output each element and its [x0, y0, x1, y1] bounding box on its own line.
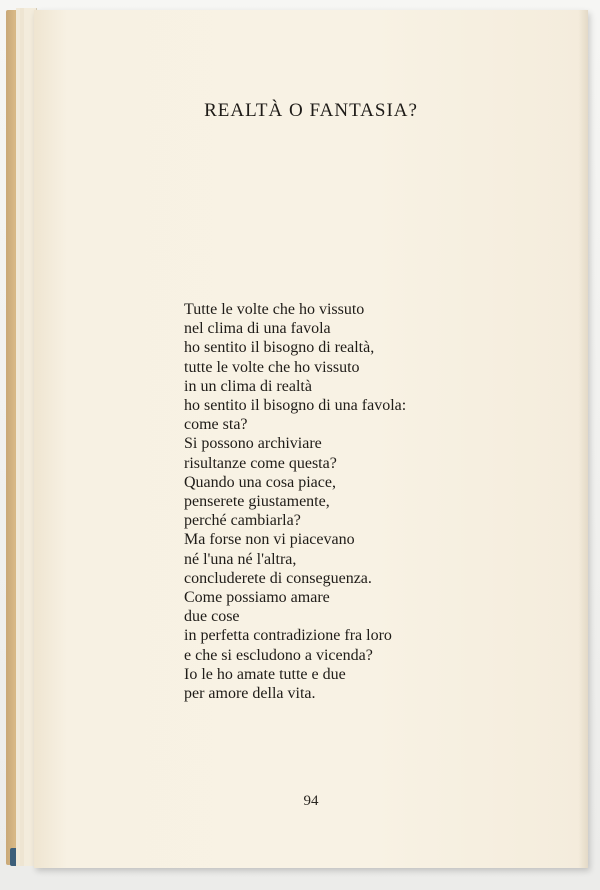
poem-line: Come possiamo amare [184, 589, 330, 607]
poem-line: ho sentito il bisogno di realtà, [184, 339, 375, 357]
poem-line: Ma forse non vi piacevano [184, 531, 355, 549]
poem-line: tutte le volte che ho vissuto [184, 358, 360, 376]
poem-body [184, 300, 564, 703]
poem-title: REALTÀ O FANTASIA? [204, 100, 418, 121]
poem-line: penserete giustamente, [184, 493, 330, 511]
book-page [34, 10, 588, 868]
poem-line: risultanze come questa? [184, 454, 337, 472]
poem-line: perché cambiarla? [184, 512, 301, 530]
poem-line: concluderete di conseguenza. [184, 569, 372, 587]
poem-line: in un clima di realtà [184, 377, 312, 395]
poem-line: come sta? [184, 416, 248, 434]
poem-line: in perfetta contradizione fra loro [184, 627, 392, 645]
poem-line: Si possono archiviare [184, 435, 322, 453]
poem-line: ho sentito il bisogno di una favola: [184, 397, 407, 415]
poem-line: Io le ho amate tutte e due [184, 665, 346, 683]
poem-line: e che si escludono a vicenda? [184, 646, 373, 664]
poem-line: per amore della vita. [184, 685, 316, 703]
poem-line: due cose [184, 608, 240, 626]
poem-line: Tutte le volte che ho vissuto [184, 301, 365, 318]
poem-line: Quando una cosa piace, [184, 473, 336, 491]
page-deckled-edge [578, 10, 588, 868]
poem-line: né l'una né l'altra, [184, 550, 297, 568]
page-number: 94 [303, 793, 319, 809]
poem-line: nel clima di una favola [184, 320, 331, 338]
